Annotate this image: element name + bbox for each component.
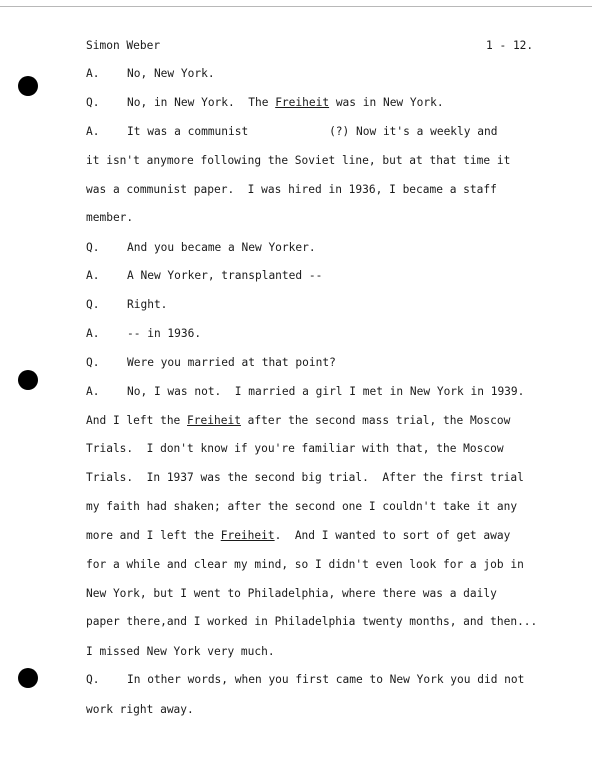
speaker-label: Q. xyxy=(86,298,100,311)
transcript-line xyxy=(86,182,497,198)
speaker-label: A. xyxy=(86,327,100,340)
transcript-line xyxy=(86,326,201,342)
line-text: No, New York. xyxy=(127,67,215,80)
speaker-label: Q. xyxy=(86,356,100,369)
transcript-line xyxy=(86,66,215,82)
speaker-label: A. xyxy=(86,67,100,80)
transcript-line xyxy=(86,672,524,688)
line-text: And you became a New Yorker. xyxy=(127,241,316,254)
line-text: my faith had shaken; after the second one I couldn't take it any xyxy=(86,500,518,513)
transcript-line xyxy=(86,124,497,140)
line-text: Right. xyxy=(127,298,168,311)
line-text: member. xyxy=(86,211,134,224)
transcript-line xyxy=(86,528,510,544)
transcript-line xyxy=(86,557,524,573)
line-text: was a communist paper. I was hired in 1936, I became a staff xyxy=(86,183,497,196)
punch-hole xyxy=(18,370,38,390)
punch-hole xyxy=(18,76,38,96)
line-text: A New Yorker, transplanted -- xyxy=(127,269,323,282)
page-number: 1 - 12. xyxy=(486,39,534,52)
line-text: New York, but I went to Philadelphia, where there was a daily xyxy=(86,587,497,600)
line-text: No, I was not. I married a girl I met in New York in 1939. xyxy=(127,385,525,398)
transcript-line xyxy=(86,240,316,256)
transcript-line xyxy=(86,702,194,718)
line-text: In other words, when you first came to New York you did not xyxy=(127,673,525,686)
line-text: No, in New York. The xyxy=(127,96,276,109)
transcript-line xyxy=(86,499,517,515)
line-text: it isn't anymore following the Soviet line, but at that time it xyxy=(86,154,511,167)
line-text: And I left the xyxy=(86,414,188,427)
underlined-title: Freiheit xyxy=(187,414,241,427)
transcript-line xyxy=(86,153,510,169)
transcript-line xyxy=(86,95,444,111)
line-text: It was a communist (?) Now it's a weekly and xyxy=(127,125,498,138)
line-text: for a while and clear my mind, so I didn't even look for a job in xyxy=(86,558,524,571)
transcript-line xyxy=(86,210,133,226)
line-text: Were you married at that point? xyxy=(127,356,336,369)
transcript-line xyxy=(86,470,524,486)
line-text: was in New York. xyxy=(329,96,444,109)
line-text: Trials. In 1937 was the second big trial. After the first trial xyxy=(86,471,524,484)
line-text: Trials. I don't know if you're familiar with that, the Moscow xyxy=(86,442,504,455)
speaker-label: Q. xyxy=(86,241,100,254)
line-text: . And I wanted to sort of get away xyxy=(274,529,511,542)
transcript-line xyxy=(86,614,537,630)
line-text: I missed New York very much. xyxy=(86,645,275,658)
transcript-line xyxy=(86,644,275,660)
speaker-label: A. xyxy=(86,385,100,398)
line-text: work right away. xyxy=(86,703,194,716)
speaker-label: A. xyxy=(86,269,100,282)
speaker-label: Q. xyxy=(86,673,100,686)
underlined-title: Freiheit xyxy=(275,96,330,109)
line-text: paper there,and I worked in Philadelphia twenty months, and then... xyxy=(86,615,538,628)
transcript-line xyxy=(86,413,510,429)
top-edge-line xyxy=(0,6,592,7)
line-text: after the second mass trial, the Moscow xyxy=(240,414,511,427)
line-text: more and I left the xyxy=(86,529,221,542)
transcript-line xyxy=(86,297,167,313)
transcript-line xyxy=(86,355,336,371)
underlined-title: Freiheit xyxy=(220,529,275,542)
interviewee-name: Simon Weber xyxy=(86,39,161,52)
transcript-line xyxy=(86,586,497,602)
transcript-line xyxy=(86,384,524,400)
line-text: -- in 1936. xyxy=(127,327,202,340)
punch-hole xyxy=(18,668,38,688)
transcript-line xyxy=(86,441,504,457)
speaker-label: Q. xyxy=(86,96,100,109)
speaker-label: A. xyxy=(86,125,100,138)
transcript-line xyxy=(86,268,322,284)
